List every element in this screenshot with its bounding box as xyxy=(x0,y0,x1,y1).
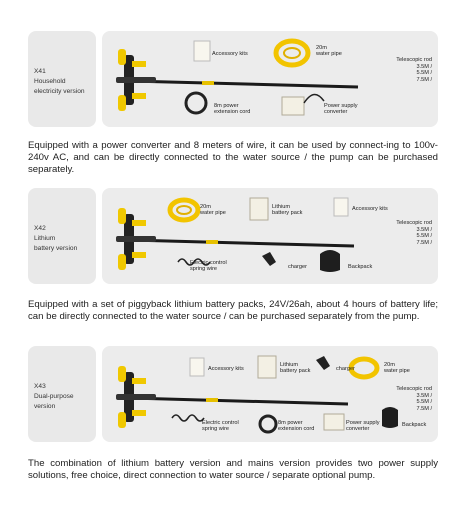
tag-water-pipe xyxy=(200,204,226,217)
tag-extension-cord xyxy=(278,420,314,433)
rod-spec xyxy=(396,386,432,412)
tag-battery-pack xyxy=(272,204,302,217)
product-name-line: Household xyxy=(34,78,66,85)
product-code: X42 xyxy=(34,225,46,232)
product-description: Equipped with a set of piggyback lithium battery packs, 24V/26ah, about 4 hours of battery life; can be directly connected to the water source / can be purchased separately from the pump. xyxy=(28,299,438,322)
tag-accessory-kits: Accessory kits xyxy=(352,206,388,212)
product-description: Equipped with a power converter and 8 meters of wire, it can be used by connect-ing to 100v-240v AC, and can be directly connected to the water source / the pump can be purchased separately. xyxy=(28,140,438,175)
product-illustration xyxy=(102,31,438,127)
charger-icon xyxy=(316,356,330,370)
tag-line: battery pack xyxy=(272,210,303,217)
extension-cord-icon xyxy=(186,93,206,113)
product-panel xyxy=(28,346,438,442)
tag-line: 20m xyxy=(384,362,395,368)
extension-cord-icon xyxy=(260,416,276,432)
brush-head-icon xyxy=(116,49,156,111)
product-name-line: electricity version xyxy=(34,88,85,95)
tag-line: 20m xyxy=(316,45,327,51)
battery-pack-icon xyxy=(258,356,276,378)
tag-line: extension cord xyxy=(278,426,315,433)
rod-spec xyxy=(396,57,432,83)
rod-size: 7.5M / xyxy=(416,239,432,246)
tag-water-pipe xyxy=(384,362,410,375)
rod-size: 3.5M / xyxy=(416,226,432,233)
product-panel xyxy=(28,188,438,284)
tag-charger: charger xyxy=(336,366,355,372)
product-label xyxy=(34,382,74,412)
rod-spec xyxy=(396,220,432,246)
product-code: X43 xyxy=(34,383,46,390)
telescopic-rod-icon xyxy=(130,398,348,404)
tag-backpack: Backpack xyxy=(348,264,373,270)
accessory-kit-icon xyxy=(194,41,210,61)
tag-line: water pipe xyxy=(316,51,342,58)
rod-size: 5.5M / xyxy=(416,233,432,240)
product-name-line: battery version xyxy=(34,245,78,252)
spring-wire-icon xyxy=(172,415,204,421)
telescopic-rod-icon xyxy=(130,81,358,87)
product-code: X41 xyxy=(34,68,46,75)
charger-icon xyxy=(262,252,276,266)
backpack-icon xyxy=(320,250,340,272)
tag-water-pipe xyxy=(316,45,342,58)
tag-line: spring wire xyxy=(202,426,230,433)
water-pipe-coil-icon xyxy=(170,200,198,220)
tag-line: spring wire xyxy=(190,266,218,273)
tag-line: 8m power xyxy=(214,103,239,109)
power-converter-icon xyxy=(282,97,304,115)
product-name-line: version xyxy=(34,403,56,410)
tag-line: water pipe xyxy=(384,368,410,375)
tag-line: Electric control xyxy=(190,260,227,266)
tag-power-converter xyxy=(324,103,358,116)
water-pipe-coil-icon xyxy=(276,41,308,65)
product-name-line: Lithium xyxy=(34,235,56,242)
rod-size: 5.5M / xyxy=(416,399,432,406)
rod-size: 7.5M / xyxy=(416,76,432,83)
tag-power-converter xyxy=(346,420,380,433)
tag-line: water pipe xyxy=(200,210,226,217)
product-illustration xyxy=(102,188,438,284)
tag-line: converter xyxy=(324,109,348,116)
product-image-card xyxy=(102,188,438,284)
accessory-kit-icon xyxy=(190,358,204,376)
tag-battery-pack xyxy=(280,362,310,375)
product-label-card xyxy=(28,346,96,442)
rod-size: 5.5M / xyxy=(416,70,432,77)
tag-spring-wire xyxy=(190,260,227,273)
tag-line: 20m xyxy=(200,204,211,210)
tag-line: 8m power xyxy=(278,420,303,426)
tag-line: Lithium xyxy=(280,362,299,368)
tag-line: battery pack xyxy=(280,368,311,375)
product-description: The combination of lithium battery version and mains version provides two power supply solutions, free choice, direct connection to water source / separate optional pump. xyxy=(28,458,438,481)
rod-size: 3.5M / xyxy=(416,392,432,399)
tag-line: extension cord xyxy=(214,109,251,116)
product-image-card xyxy=(102,31,438,127)
tag-line: converter xyxy=(346,426,370,433)
tag-extension-cord xyxy=(214,103,250,116)
tag-line: Power supply xyxy=(324,103,358,109)
tag-accessory-kits: Accessory kits xyxy=(212,51,248,57)
rod-title: Telescopic rod xyxy=(396,220,432,226)
tag-backpack: Backpack xyxy=(402,422,427,428)
tag-spring-wire xyxy=(202,420,239,433)
power-converter-icon xyxy=(324,414,344,430)
battery-pack-icon xyxy=(250,198,268,220)
product-label-card xyxy=(28,188,96,284)
rod-title: Telescopic rod xyxy=(396,57,432,63)
product-label xyxy=(34,224,77,254)
brush-head-icon xyxy=(116,366,156,428)
product-illustration xyxy=(102,346,438,442)
brush-head-icon xyxy=(116,208,156,270)
rod-size: 7.5M / xyxy=(416,405,432,412)
telescopic-rod-icon xyxy=(130,240,354,246)
tag-accessory-kits: Accessory kits xyxy=(208,366,244,372)
tag-line: Power supply xyxy=(346,420,380,426)
tag-line: Lithium xyxy=(272,204,291,210)
product-label xyxy=(34,67,85,97)
accessory-kit-icon xyxy=(334,198,348,216)
product-image-card xyxy=(102,346,438,442)
tag-charger: charger xyxy=(288,264,307,270)
tag-line: Electric control xyxy=(202,420,239,426)
rod-title: Telescopic rod xyxy=(396,386,432,392)
product-label-card xyxy=(28,31,96,127)
product-name-line: Dual-purpose xyxy=(34,393,74,400)
rod-size: 3.5M / xyxy=(416,63,432,70)
product-panel xyxy=(28,31,438,127)
